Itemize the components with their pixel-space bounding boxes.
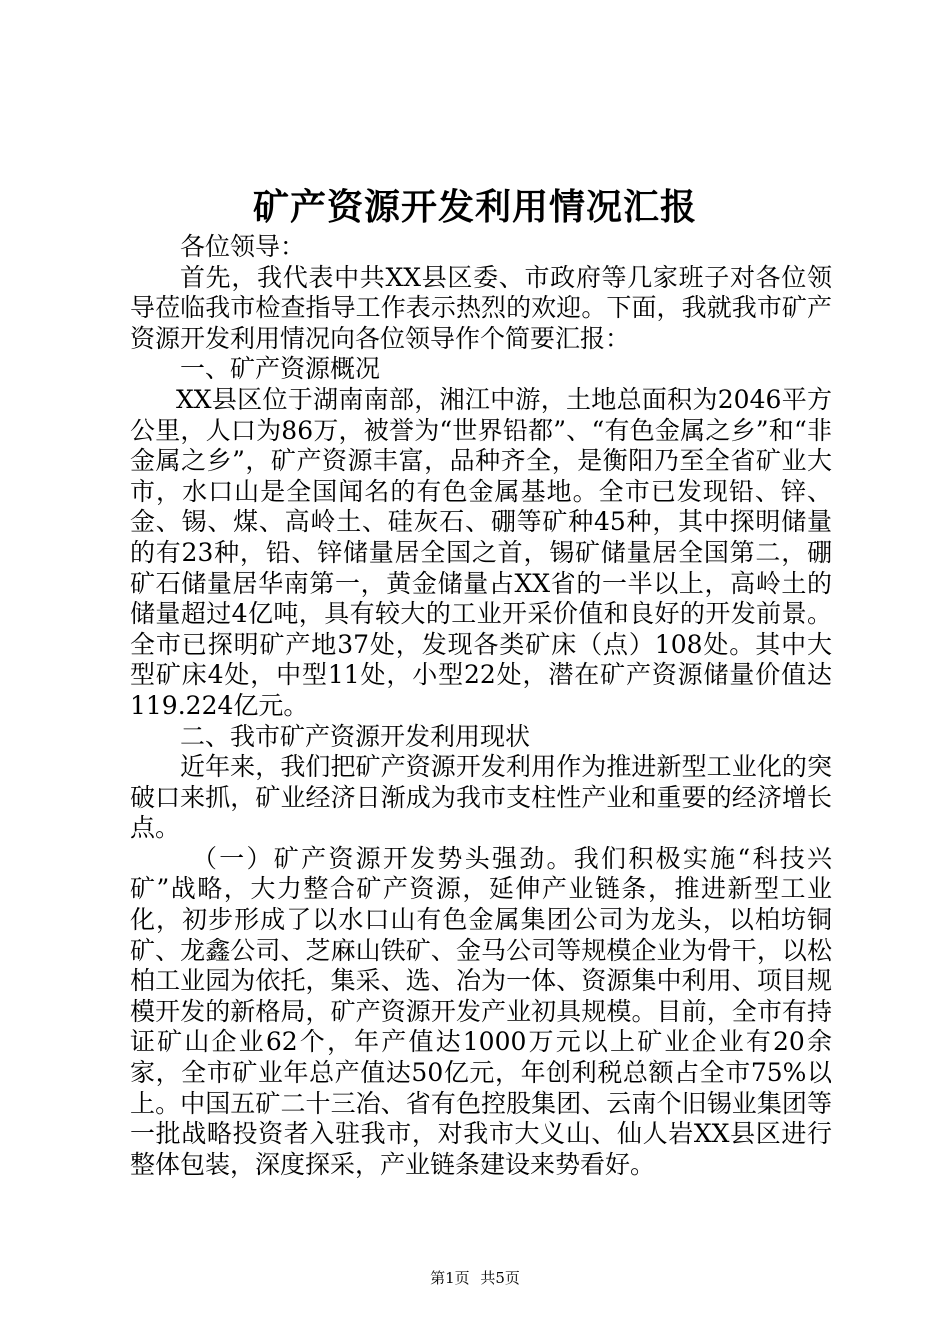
document-title: 矿产资源开发利用情况汇报 [252, 186, 697, 228]
paragraph-intro: 首先，我代表中共XX县区委、市政府等几家班子对各位领导莅临我市检查指导工作表示热烈的欢迎。下面，我就我市矿产资源开发利用情况向各位领导作个简要汇报： [130, 262, 832, 353]
page-number: 第1页 [430, 1269, 470, 1287]
section-heading-1: 一、矿产资源概况 [180, 354, 381, 384]
document-body [130, 232, 832, 1180]
paragraph-status: 近年来，我们把矿产资源开发利用作为推进新型工业化的突破口来抓，矿业经济日渐成为我市支柱性产业和重要的经济增长点。 [130, 752, 832, 843]
page-total: 共5页 [480, 1269, 520, 1287]
section-heading-2: 二、我市矿产资源开发利用现状 [180, 721, 531, 751]
page-footer [0, 1268, 950, 1288]
paragraph-subsection-1: （一）矿产资源开发势头强劲。我们积极实施“科技兴矿”战略，大力整合矿产资源，延伸产业链条，推进新型工业化，初步形成了以水口山有色金属集团公司为龙头，以柏坊铜矿、龙鑫公司、芝麻山铁矿、金马公司等规模企业为骨干，以松柏工业园为依托，集采、选、冶为一体、资源集中利用、项目规模开发的新格局，矿产资源开发产业初具规模。目前，全市有持证矿山企业62个，年产值达1000万元以上矿业企业有20余家，全市矿业年总产值达50亿元，年创利税总额占全市75%以上。中国五矿二十三冶、省有色控股集团、云南个旧锡业集团等一批战略投资者入驻我市，对我市大义山、仙人岩XX县区进行整体包装，深度探采，产业链条建设来势看好。 [130, 843, 832, 1179]
paragraph-overview: XX县区位于湖南南部，湘江中游，土地总面积为2046平方公里，人口为86万，被誉为“世界铅都”、“有色金属之乡”和“非金属之乡”，矿产资源丰富，品种齐全，是衡阳乃至全省矿业大市，水口山是全国闻名的有色金属基地。全市已发现铅、锌、金、锡、煤、高岭土、硅灰石、硼等矿种45种，其中探明储量的有23种，铅、锌储量居全国之首，锡矿储量居全国第二，硼矿石储量居华南第一，黄金储量占XX省的一半以上，高岭土的储量超过4亿吨，具有较大的工业开采价值和良好的开发前景。全市已探明矿产地37处，发现各类矿床（点）108处。其中大型矿床4处，中型11处，小型22处，潜在矿产资源储量价值达119.224亿元。 [130, 384, 832, 720]
salutation: 各位领导： [180, 232, 306, 261]
